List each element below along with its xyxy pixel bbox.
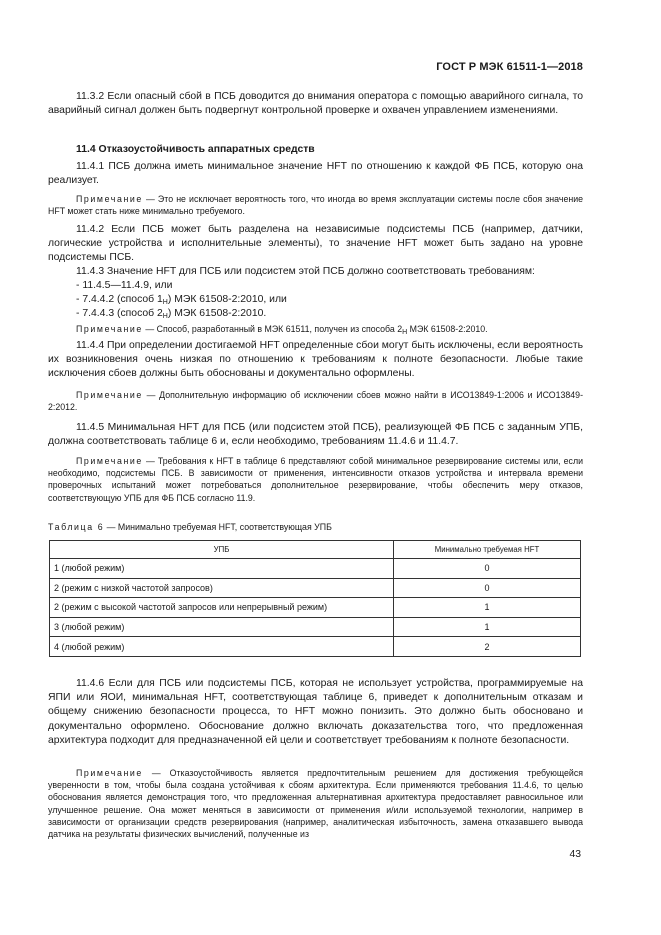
paragraph-11-4-5: 11.4.5 Минимальная HFT для ПСБ (или подсистем этой ПСБ), реализующей ФБ ПСБ с заданным УПБ, должна соответствовать таблице 6 и, если необходимо, требованиям 11.4.6 и 11.4.7. [48, 422, 583, 448]
note-label: Примечание [76, 194, 143, 204]
hft-table [49, 540, 581, 657]
table-row [50, 598, 581, 618]
column-header: УПБ [50, 541, 394, 559]
table-caption-text: — Минимально требуемая HFT, соответствующая УПБ [104, 522, 332, 532]
note-label: Примечание [76, 390, 143, 400]
table-cell: 1 (любой режим) [50, 559, 394, 579]
section-11-4-4 [48, 339, 583, 382]
paragraph-11-4-6: 11.4.6 Если для ПСБ или подсистемы ПСБ, которая не использует устройства, программируемые на ЯПИ или ЯОИ, минимальная HFT, соответствующая таблице 6, приведет к дополнительным отказам и общему снижению безопасности процесса, то HFT можно понизить. Это должно быть обосновано и документально оформлено. Обоснование должно включать доказательства того, что предложенная архитектура подходит для предназначенной ей цели и соответствует требованиям к полноте безопасности. [48, 678, 583, 746]
table-cell: 1 [394, 598, 581, 618]
section-11-4-5 [48, 421, 583, 449]
list-item: - 7.4.4.2 (способ $1_H$) МЭК 61508-2:2010, или [76, 294, 287, 306]
table-6 [49, 540, 584, 657]
table-cell: 2 [394, 637, 581, 657]
table-cell: 4 (любой режим) [50, 637, 394, 657]
section-11-4-6 [48, 677, 583, 748]
list-item: - 7.4.4.3 (способ $2_H$) МЭК 61508-2:2010. [76, 307, 267, 320]
note-3 [48, 389, 583, 413]
document-header: ГОСТ Р МЭК 61511-1—2018 [436, 61, 583, 73]
note-4 [48, 455, 583, 504]
list-item: - 11.4.5—11.4.9, или [76, 280, 173, 292]
table-row [50, 637, 581, 657]
table-cell: 0 [394, 559, 581, 579]
table-cell: 3 (любой режим) [50, 617, 394, 637]
page-number: 43 [569, 849, 581, 860]
note-2: Примечание — Способ, разработанный в МЭК 61511, получен из способа $2_H$ МЭК 61508-2:2010. [76, 324, 488, 336]
table-6-caption [48, 521, 583, 533]
paragraph-11-4-2: 11.4.2 Если ПСБ может быть разделена на независимые подсистемы ПСБ (например, датчики, логические устройства и исполнительные элементы), то значение HFT может быть задано на уровне подсистемы ПСБ. [48, 224, 583, 264]
table-row [50, 559, 581, 579]
note-3-text: — Дополнительную информацию об исключении сбоев можно найти в ИСО13849-1:2006 и ИСО13849-2:2012. [48, 390, 583, 413]
note-1 [48, 193, 583, 217]
table-cell: 0 [394, 578, 581, 598]
note-5 [48, 767, 583, 840]
note-label: Примечание [76, 324, 143, 334]
column-header: Минимально требуемая HFT [394, 541, 581, 559]
note-label: Примечание [76, 768, 143, 778]
table-header-row [50, 541, 581, 559]
heading-11-4: 11.4 Отказоустойчивость аппаратных средств [76, 144, 315, 155]
table-row [50, 617, 581, 637]
note-4-text: — Требования к HFT в таблице 6 представляют собой минимальное резервирование системы или, если необходимо, подсистемы ПСБ. В зависимости от применения, интенсивности отказов устройства и интервала времени проверочных испытаний может потребоваться дополнительное резервирование, чтобы обеспечить меру отказов, соответствующую УПБ для ФБ ПСБ согласно 11.9. [48, 456, 583, 503]
table-caption-label: Таблица 6 [48, 522, 105, 532]
section-11-4-2 [48, 223, 583, 266]
table-cell: 1 [394, 617, 581, 637]
paragraph-11-3-2: 11.3.2 Если опасный сбой в ПСБ доводится до внимания оператора с помощью аварийного сигнала, то аварийный сигнал должен быть подвергнут контрольной проверке и охвачен управлением изменениями. [48, 91, 583, 117]
section-11-3-2 [48, 90, 583, 118]
note-label: Примечание [76, 456, 143, 466]
section-11-4-1 [48, 160, 583, 188]
note-5-text: — Отказоустойчивость является предпочтительным решением для достижения требующейся уверенности в том, чтобы была создана устойчивая к сбоям архитектура. Если применяются требования 11.4.6, то целью обоснования является демонстрация того, что предложенная альтернативная архитектура предоставляет равносильное или улучшенное решение. Она может меняться в зависимости от применения и/или используемой технологии, например в зависимости от организации средств резервирования (например, аналитическая избыточность, замена отказавшего вывода датчика на результаты физических вычислений, полученные из [48, 768, 583, 840]
paragraph-11-4-3: 11.4.3 Значение HFT для ПСБ или подсистем этой ПСБ должно соответствовать требованиям: [76, 266, 535, 277]
section-11-4 [48, 143, 583, 157]
table-row [50, 578, 581, 598]
paragraph-11-4-1: 11.4.1 ПСБ должна иметь минимальное значение HFT по отношению к каждой ФБ ПСБ, которую она реализует. [48, 161, 583, 187]
table-cell: 2 (режим с высокой частотой запросов или непрерывный режим) [50, 598, 394, 618]
note-1-text: — Это не исключает вероятность того, что иногда во время эксплуатации системы после сбоя значение HFT может стать ниже минимально требуемого. [48, 194, 583, 217]
section-11-4-3 [48, 265, 583, 321]
table-cell: 2 (режим с низкой частотой запросов) [50, 578, 394, 598]
paragraph-11-4-4: 11.4.4 При определении достигаемой HFT определенные сбои могут быть исключены, если вероятность их возникновения очень низкая по отношению к требованиям к полноте безопасности. Любые такие исключения сбоев должны быть обоснованы и документально оформлены. [48, 340, 584, 380]
